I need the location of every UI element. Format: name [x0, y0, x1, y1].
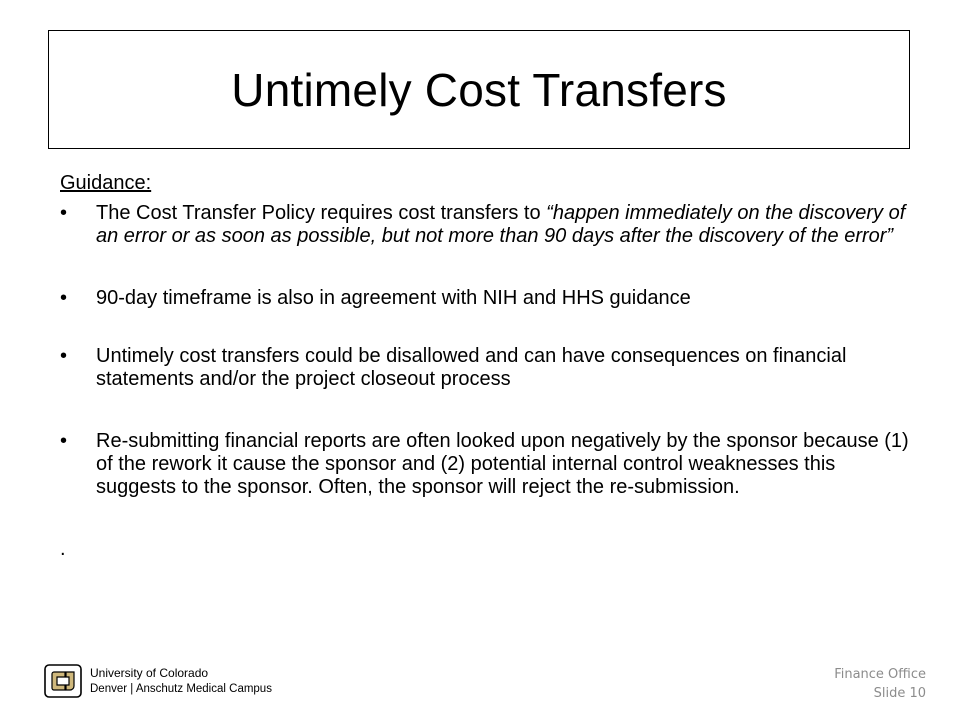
bullet-text: The Cost Transfer Policy requires cost transfers to: [96, 202, 547, 224]
trailing-period: .: [60, 538, 66, 560]
bullet-dot: •: [60, 345, 68, 367]
bullet-dot: •: [60, 202, 68, 224]
bullet-text: 90-day timeframe is also in agreement with NIH and HHS guidance: [96, 287, 691, 309]
bullet-item: [60, 430, 920, 499]
bullet-item: [60, 345, 920, 391]
bullet-item: [60, 287, 920, 310]
slide-footer-info: [834, 665, 926, 703]
bullet-text: Re-submitting financial reports are often looked upon negatively by the sponsor because (1) of the rework it cause the sponsor and (2) potential internal control weaknesses this suggests to the sponsor. Often, the sponsor will reject the re-submission.: [96, 430, 909, 498]
logo-line-1: University of Colorado: [90, 666, 209, 680]
university-logo: [44, 664, 272, 698]
bullet-dot: •: [60, 287, 68, 309]
guidance-heading: Guidance:: [60, 172, 152, 194]
logo-line-2: Denver | Anschutz Medical Campus: [90, 683, 272, 695]
bullet-dot: •: [60, 430, 68, 452]
slide-number: Slide 10: [873, 686, 926, 701]
bullet-item: [60, 202, 920, 248]
slide-title: Untimely Cost Transfers: [231, 63, 727, 116]
slide-content: [60, 172, 920, 561]
office-label: Finance Office: [834, 667, 926, 682]
bullet-text: Untimely cost transfers could be disallowed and can have consequences on financial statements and/or the project closeout process: [96, 345, 847, 390]
bullet-quote: “happen immediately on the discovery of an error or as soon as possible, but not more than 90 days after the discovery of the error”: [96, 202, 906, 247]
cu-logo-icon: [44, 664, 82, 698]
title-box: [48, 30, 910, 149]
